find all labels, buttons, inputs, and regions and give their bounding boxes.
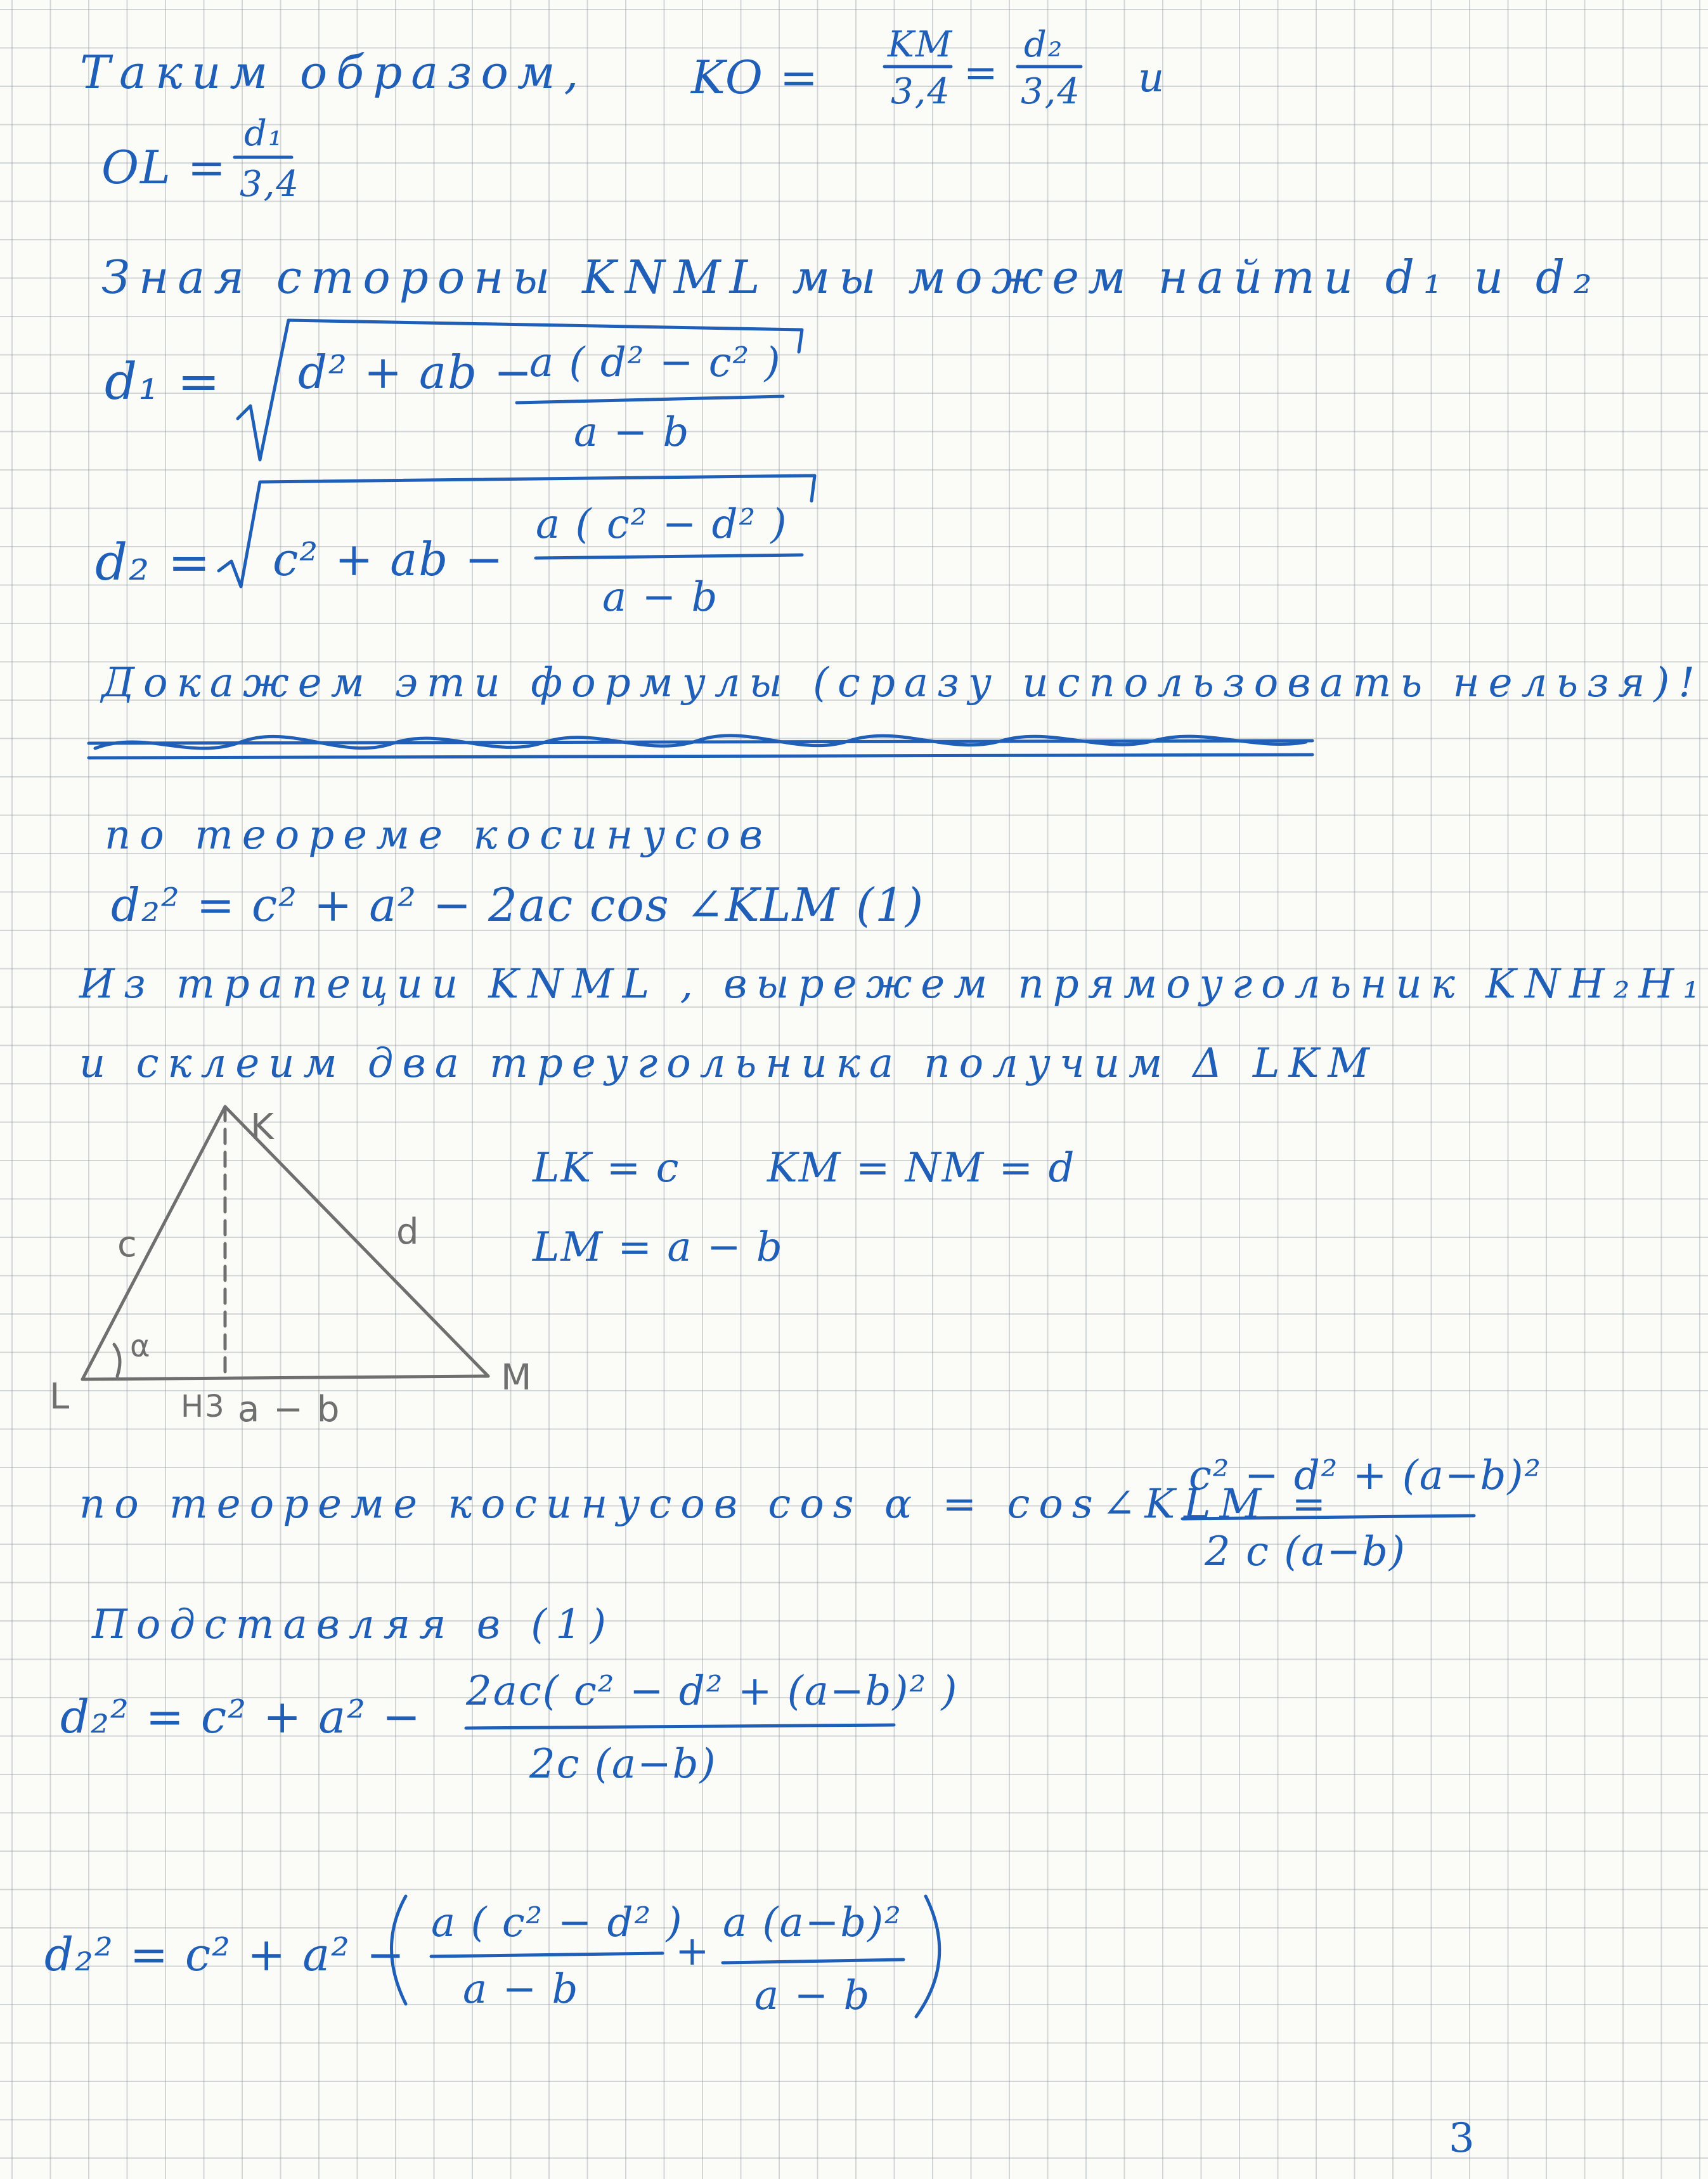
lm-equals: LM = a − b xyxy=(533,1224,784,1271)
radical-d2 xyxy=(219,476,815,587)
side-km xyxy=(225,1107,488,1376)
subst2-lhs: d₂² = c² + a² − xyxy=(44,1928,406,1981)
right-paren xyxy=(916,1896,940,2017)
substituting-text: Подставляя в (1) xyxy=(92,1601,615,1648)
subst2-numerator-b: a (a−b)² xyxy=(723,1899,902,1946)
and-word: и xyxy=(1138,55,1166,101)
denominator-34-c: 3,4 xyxy=(240,164,301,205)
ol-label: OL = xyxy=(101,141,228,194)
page-number: 3 xyxy=(1449,2115,1476,2162)
vertex-k-label: K xyxy=(250,1107,275,1148)
denominator-34-b: 3,4 xyxy=(1021,71,1082,112)
d2-equals: d₂ = xyxy=(95,533,212,592)
left-paren xyxy=(392,1896,406,2004)
knowing-sides-text: Зная стороны KNML мы можем найти d₁ и d₂ xyxy=(101,250,1601,304)
cos-fraction-denominator: 2 c (a−b) xyxy=(1205,1528,1406,1575)
side-lk xyxy=(82,1107,225,1379)
ko-label: KO = xyxy=(691,51,820,104)
prove-text: Докажем эти формулы (сразу использовать нельзя)! xyxy=(101,660,1704,706)
equation-1: d₂² = c² + a² − 2ac cos ∠KLM (1) xyxy=(111,878,925,932)
fraction-bar-subst2-a xyxy=(431,1953,663,1956)
km-equals-nm: KM = NM = d xyxy=(767,1145,1076,1192)
subst2-numerator-a: a ( c² − d² ) xyxy=(431,1899,683,1946)
cosine-theorem-text: по теореме косинусов xyxy=(105,812,772,859)
fraction-bar-d1 xyxy=(517,396,783,403)
side-d-label: d xyxy=(396,1211,420,1252)
vertex-l-label: L xyxy=(49,1376,71,1417)
vertex-m-label: M xyxy=(501,1357,533,1398)
d1-equals: d₁ = xyxy=(105,352,221,411)
d1-numerator: d₁ xyxy=(244,113,284,154)
trapezoid-text-2: и склеим два треугольника получим Δ LKM xyxy=(79,1040,1378,1087)
strike-through-line-1 xyxy=(89,755,1312,758)
equals-sign: = xyxy=(964,49,999,96)
plus-sign: + xyxy=(675,1928,711,1975)
subst1-lhs: d₂² = c² + a² − xyxy=(60,1690,422,1743)
d2-fraction-numerator: a ( c² − d² ) xyxy=(536,501,788,548)
lk-equals-c: LK = c xyxy=(533,1145,680,1192)
d2-numerator: d₂ xyxy=(1024,24,1064,65)
angle-alpha-label: α xyxy=(130,1329,152,1364)
d2-fraction-denominator: a − b xyxy=(602,574,719,621)
trapezoid-text-1: Из трапеции KNML , вырежем прямоугольник KNH₂H₁ xyxy=(79,961,1708,1008)
base-label: a − b xyxy=(238,1389,341,1430)
denominator-34: 3,4 xyxy=(891,71,952,112)
fraction-bar-d2-formula xyxy=(536,555,802,558)
d1-radicand: d² + ab − xyxy=(298,346,534,399)
d2-radicand: c² + ab − xyxy=(273,533,505,586)
intro-text: Таким образом, xyxy=(80,46,588,99)
angle-arc xyxy=(114,1344,120,1376)
subst2-denominator-b: a − b xyxy=(754,1972,871,2019)
triangle-lkm xyxy=(82,1107,488,1379)
subst2-denominator-a: a − b xyxy=(463,1966,579,2013)
strike-through-line-2 xyxy=(89,741,1312,743)
fraction-bar-cos xyxy=(1182,1516,1474,1519)
d1-fraction-denominator: a − b xyxy=(574,409,690,456)
subst1-numerator: 2ac( c² − d² + (a−b)² ) xyxy=(466,1668,959,1715)
cos-fraction-numerator: c² − d² + (a−b)² xyxy=(1189,1452,1543,1499)
side-c-label: c xyxy=(117,1224,138,1265)
fraction-bar-subst1 xyxy=(466,1725,894,1728)
side-lm xyxy=(82,1376,488,1379)
km-numerator: KM xyxy=(888,24,954,65)
fraction-bar-subst2-b xyxy=(723,1960,903,1963)
radical-d1 xyxy=(238,320,802,460)
d1-fraction-numerator: a ( d² − c² ) xyxy=(529,339,782,386)
subst1-denominator: 2c (a−b) xyxy=(529,1741,717,1788)
cosine-alpha-text: по теореме косинусов cos α = cos∠KLM = xyxy=(79,1481,1335,1528)
foot-h3-label: H3 xyxy=(181,1389,226,1424)
